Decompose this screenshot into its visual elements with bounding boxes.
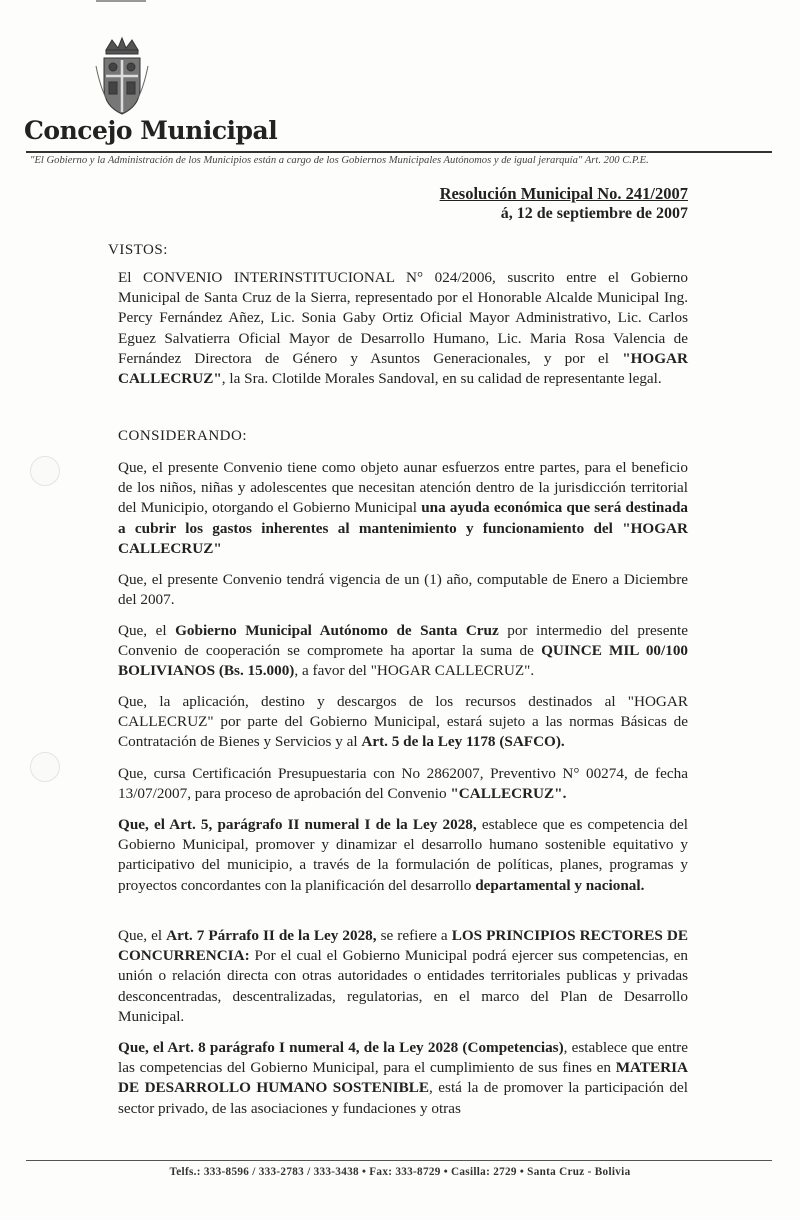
scan-artifact: [96, 0, 146, 2]
resolution-number: Resolución Municipal No. 241/2007: [439, 184, 688, 203]
footer-divider: [26, 1160, 772, 1161]
header-motto: "El Gobierno y la Administración de los Municipios están a cargo de los Gobiernos Municipales Autónomos y de igual jerarquía" Art. 200 C.P.E.: [30, 155, 649, 166]
punch-hole: [30, 456, 60, 486]
paragraph-art5: Que, el Art. 5, parágrafo II numeral I de la Ley 2028, establece que es competencia del Gobierno Municipal, promover y dinamizar el desarrollo humano sostenible equitativo y participativo del municipio, a través de la formulación de políticas, planes, programas y proyectos concordantes con la planificación del desarrollo departamental y nacional.: [118, 816, 688, 894]
paragraph-certificacion: Que, cursa Certificación Presupuestaria con No 2862007, Preventivo N° 00274, de fecha 13/07/2007, para proceso de aprobación del Convenio "CALLECRUZ".: [118, 765, 688, 803]
paragraph-art8: Que, el Art. 8 parágrafo I numeral 4, de la Ley 2028 (Competencias), establece que entre las competencias del Gobierno Municipal, para el cumplimiento de sus fines en MATERIA DE DESARROLLO HUMANO SOSTENIBLE, está la de promover la participación del sector privado, de las asociaciones y fundaciones y otras: [118, 1039, 688, 1117]
coat-of-arms-icon: [92, 36, 152, 122]
paragraph-descargos: Que, la aplicación, destino y descargos de los recursos destinados al "HOGAR CALLECRUZ" por parte del Gobierno Municipal, estará sujeto a las normas Básicas de Contratación de Bienes y Servicios y al Art. 5 de la Ley 1178 (SAFCO).: [118, 693, 688, 751]
heading-vistos: VISTOS:: [108, 242, 168, 258]
heading-considerando: CONSIDERANDO:: [118, 428, 248, 444]
footer-contact: Telfs.: 333-8596 / 333-2783 / 333-3438 • Fax: 333-8729 • Casilla: 2729 • Santa Cruz - Bolivia: [169, 1166, 631, 1178]
header-divider: [26, 151, 772, 153]
paragraph-vigencia: Que, el presente Convenio tendrá vigencia de un (1) año, computable de Enero a Diciembre del 2007.: [118, 571, 688, 609]
paragraph-aporte: Que, el Gobierno Municipal Autónomo de Santa Cruz por intermedio del presente Convenio de cooperación se compromete ha aportar la suma de QUINCE MIL 00/100 BOLIVIANOS (Bs. 15.000), a favor del "HOGAR CALLECRUZ".: [118, 622, 689, 680]
vistos-paragraph: El CONVENIO INTERINSTITUCIONAL N° 024/2006, suscrito entre el Gobierno Municipal de Santa Cruz de la Sierra, representado por el Honorable Alcalde Municipal Ing. Percy Fernández Añez, Lic. Sonia Gaby Ortiz Oficial Mayor Administrativo, Lic. Carlos Eguez Salvatierra Oficial Mayor de Desarrollo Humano, Lic. Maria Rosa Valencia de Fernández Directora de Género y Asuntos Generacionales, y por el "HOGAR CALLECRUZ", la Sra. Clotilde Morales Sandoval, en su calidad de representante legal.: [118, 269, 688, 388]
punch-hole: [30, 752, 60, 782]
organization-name: Concejo Municipal: [24, 116, 278, 145]
paragraph-art7: Que, el Art. 7 Párrafo II de la Ley 2028, se refiere a LOS PRINCIPIOS RECTORES DE CONCURRENCIA: Por el cual el Gobierno Municipal podrá ejercer sus competencias, en unión o relación directa con otras autoridades o entidades territoriales publicas y privadas desconcentradas, descentralizadas, regulatorias, en el marco del Plan de Desarrollo Municipal.: [118, 927, 689, 1025]
resolution-date: á, 12 de septiembre de 2007: [500, 205, 688, 222]
paragraph-objeto: Que, el presente Convenio tiene como objeto aunar esfuerzos entre partes, para el beneficio de los niños, niñas y adolescentes que necesitan atención dentro de la jurisdicción territorial del Municipio, otorgando el Gobierno Municipal una ayuda económica que será destinada a cubrir los gastos inherentes al mantenimiento y funcionamiento del "HOGAR CALLECRUZ": [118, 459, 688, 557]
